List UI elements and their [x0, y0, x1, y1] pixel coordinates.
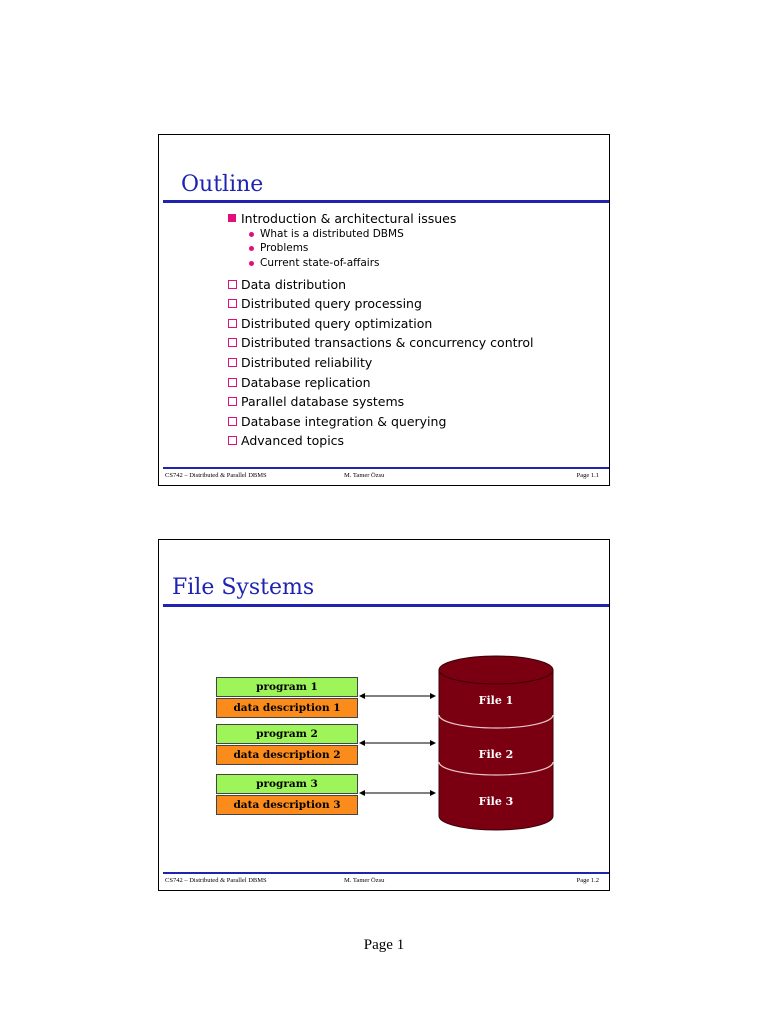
list-item: [227, 373, 534, 393]
program-box: program 1: [216, 677, 358, 697]
slide-outline: [158, 134, 610, 486]
hollow-square-bullet-icon: [228, 436, 237, 445]
slide-file-systems: [158, 539, 610, 891]
list-item: [227, 275, 534, 295]
hollow-square-bullet-icon: [228, 280, 237, 289]
data-description-box: data description 3: [216, 795, 358, 815]
hollow-square-bullet-icon: [228, 299, 237, 308]
file-label: File 2: [478, 748, 514, 761]
list-item-label: Distributed query processing: [241, 296, 422, 312]
dot-bullet-icon: [249, 246, 254, 251]
file-label: File 3: [478, 795, 514, 808]
outline-list: [227, 209, 534, 451]
list-item-label: Data distribution: [241, 276, 347, 292]
page-number: Page 1: [363, 937, 405, 953]
list-item-label: Advanced topics: [241, 433, 345, 449]
sub-list: [241, 227, 534, 271]
sub-item-label: Problems: [260, 242, 309, 255]
footer-rule: [163, 872, 609, 874]
footer-page: Page 1.2: [576, 877, 599, 884]
list-item: [227, 333, 534, 353]
hollow-square-bullet-icon: [228, 319, 237, 328]
list-item-label: Database integration & querying: [241, 413, 447, 429]
hollow-square-bullet-icon: [228, 397, 237, 406]
slide-title: File Systems: [172, 575, 315, 600]
list-item-label: Introduction & architectural issues: [241, 211, 457, 226]
file-label: File 1: [478, 694, 514, 707]
list-item: [227, 294, 534, 314]
title-rule: [163, 200, 609, 203]
list-item: [227, 314, 534, 334]
dot-bullet-icon: [249, 232, 254, 237]
program-box: program 3: [216, 774, 358, 794]
list-item: [227, 353, 534, 373]
sub-list-item: [241, 241, 534, 256]
slide-title: Outline: [181, 172, 264, 197]
sub-list-item: [241, 227, 534, 242]
footer-rule: [163, 467, 609, 469]
list-item-label: Distributed query optimization: [241, 315, 433, 331]
hollow-square-bullet-icon: [228, 378, 237, 387]
footer-course: CS742 – Distributed & Parallel DBMS: [165, 472, 267, 479]
data-description-box: data description 2: [216, 745, 358, 765]
list-item-label: Database replication: [241, 374, 371, 390]
square-bullet-icon: [228, 214, 236, 222]
sub-item-label: Current state-of-affairs: [260, 257, 380, 269]
list-item-label: Parallel database systems: [241, 394, 405, 410]
list-item: [227, 392, 534, 412]
dot-bullet-icon: [249, 261, 254, 266]
hollow-square-bullet-icon: [228, 358, 237, 367]
list-item-label: Distributed transactions & concurrency control: [241, 335, 534, 351]
sub-item-label: What is a distributed DBMS: [260, 227, 404, 240]
program-box: program 2: [216, 724, 358, 744]
list-item: [227, 412, 534, 432]
footer-course: CS742 – Distributed & Parallel DBMS: [165, 877, 267, 884]
list-item: [227, 431, 534, 451]
footer-page: Page 1.1: [576, 472, 599, 479]
footer-author: M. Tamer Özsu: [344, 877, 385, 884]
footer-author: M. Tamer Özsu: [344, 472, 385, 479]
data-description-box: data description 1: [216, 698, 358, 718]
hollow-square-bullet-icon: [228, 417, 237, 426]
hollow-square-bullet-icon: [228, 338, 237, 347]
list-item-label: Distributed reliability: [241, 355, 373, 371]
list-item: [227, 209, 534, 271]
sub-list-item: [241, 256, 534, 271]
